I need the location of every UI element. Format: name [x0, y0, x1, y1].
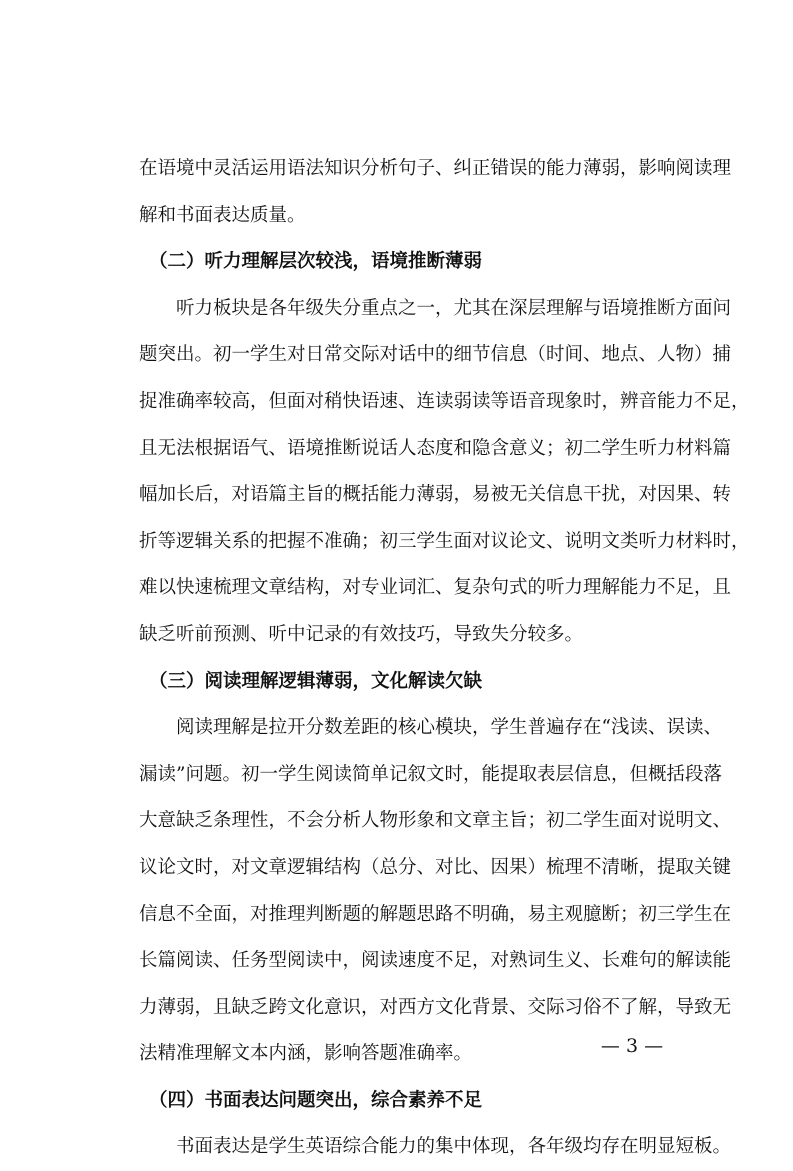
body-text [139, 146, 750, 1171]
page-number: — 3 — [600, 1035, 664, 1057]
text-line: 长篇阅读、任务型阅读中，阅读速度不足，对熟词生义、长难句的解读能 [139, 950, 732, 972]
text-line: 在语境中灵活运用语法知识分析句子、纠正错误的能力薄弱，影响阅读理 [139, 158, 732, 179]
text-line: 折等逻辑关系的把握不准确；初三学生面对议论文、说明文类听力材料时， [139, 530, 750, 552]
text-line: 漏读”问题。初一学生阅读简单记叙文时，能提取表层信息，但概括段落 [139, 763, 722, 785]
text-line: 难以快速梳理文章结构，对专业词汇、复杂句式的听力理解能力不足，且 [139, 577, 732, 599]
text-line: 捉准确率较高，但面对稍快语速、连读弱读等语音现象时，辨音能力不足， [139, 390, 750, 412]
text-line: 大意缺乏条理性，不会分析人物形象和文章主旨；初二学生面对说明文、 [139, 810, 732, 832]
section-heading: （四）书面表达问题突出，综合素养不足 [149, 1089, 483, 1111]
text-line: 法精准理解文本内涵，影响答题准确率。 [139, 1043, 473, 1065]
text-line: 信息不全面，对推理判断题的解题思路不明确，易主观臆断；初三学生在 [139, 903, 732, 925]
text-line: 且无法根据语气、语境推断说话人态度和隐含意义；初二学生听力材料篇 [139, 437, 732, 459]
text-line: 力薄弱，且缺乏跨文化意识，对西方文化背景、交际习俗不了解，导致无 [139, 996, 732, 1018]
text-line: 议论文时，对文章逻辑结构（总分、对比、因果）梳理不清晰，提取关键 [139, 856, 732, 878]
text-line: 幅加长后，对语篇主旨的概括能力薄弱，易被无关信息干扰，对因果、转 [139, 484, 732, 506]
text-line: 解和书面表达质量。 [139, 204, 306, 226]
text-line: 缺乏听前预测、听中记录的有效技巧，导致失分较多。 [139, 623, 584, 645]
section-heading: （三）阅读理解逻辑薄弱，文化解读欠缺 [149, 670, 483, 692]
text-line: 阅读理解是拉开分数差距的核心模块，学生普遍存在“浅读、误读、 [139, 717, 722, 739]
text-line: 听力板块是各年级失分重点之一，尤其在深层理解与语境推断方面问 [139, 297, 732, 319]
section-heading: （二）听力理解层次较浅，语境推断薄弱 [149, 251, 483, 273]
text-line: 题突出。初一学生对日常交际对话中的细节信息（时间、地点、人物）捕 [139, 344, 732, 366]
text-line: 书面表达是学生英语综合能力的集中体现，各年级均存在明显短板。 [139, 1136, 732, 1158]
